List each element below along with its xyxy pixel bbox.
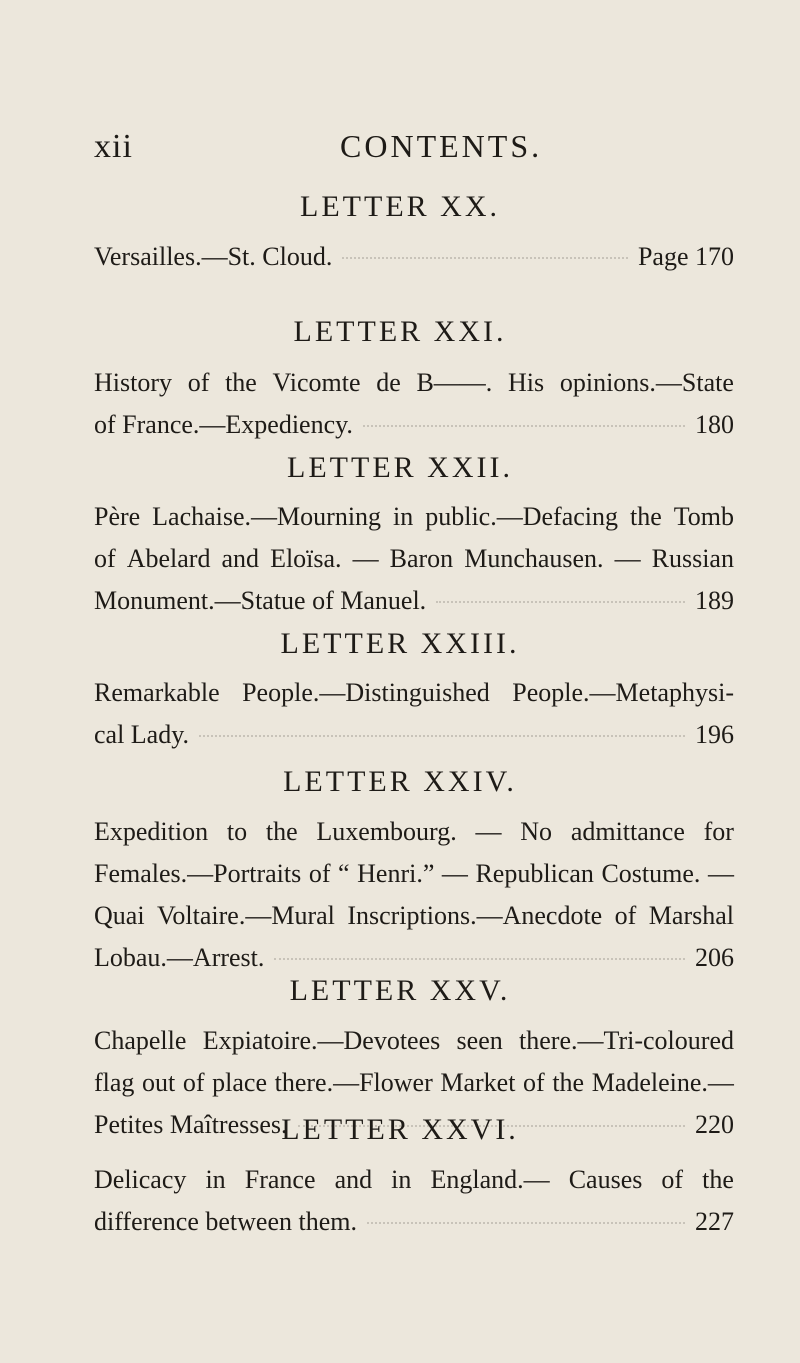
- entry-line: Père Lachaise.—Mourning in public.—Defacing the Tomb: [94, 502, 734, 531]
- dot-leader: [274, 958, 685, 960]
- entry-line: Expedition to the Luxembourg. — No admittance for: [94, 817, 734, 846]
- entry-text: difference between them.: [94, 1207, 357, 1236]
- letter-entry: [94, 236, 734, 278]
- entry-text: Petites Maîtresses.: [94, 1110, 288, 1139]
- entry-line: Quai Voltaire.—Mural Inscriptions.—Anecdote of Marshal: [94, 901, 734, 930]
- letter-heading: LETTER XXIV.: [283, 765, 517, 798]
- letter-heading: LETTER XXII.: [287, 451, 513, 484]
- page-number: 180: [695, 410, 734, 439]
- letter-heading: LETTER XXV.: [289, 974, 511, 1007]
- page-folio: xii: [94, 128, 133, 165]
- entry-line: Chapelle Expiatoire.—Devotees seen there.—Tri-coloured: [94, 1026, 734, 1055]
- page-number: 196: [695, 720, 734, 749]
- dot-leader: [342, 257, 628, 259]
- page-number: 220: [695, 1110, 734, 1139]
- page-number: 206: [695, 943, 734, 972]
- letter-entry: [94, 362, 734, 446]
- entry-line: Delicacy in France and in England.— Causes of the: [94, 1165, 734, 1194]
- letter-heading: LETTER XXVI.: [281, 1113, 519, 1146]
- entry-last-line: [94, 714, 734, 756]
- dot-leader: [367, 1222, 685, 1224]
- dot-leader: [363, 425, 685, 427]
- entry-last-line: [94, 404, 734, 446]
- entry-text: of France.—Expediency.: [94, 410, 353, 439]
- entry-text: Versailles.—St. Cloud.: [94, 242, 333, 271]
- entry-text: Monument.—Statue of Manuel.: [94, 586, 427, 615]
- page-number: Page 170: [637, 242, 734, 271]
- entry-last-line: [94, 236, 734, 278]
- letter-heading: LETTER XX.: [300, 190, 500, 223]
- entry-text: cal Lady.: [94, 720, 190, 749]
- page-header: [94, 128, 734, 178]
- entry-line: History of the Vicomte de B——. His opinions.—State: [94, 368, 734, 397]
- letter-entry: [94, 672, 734, 756]
- dot-leader: [199, 735, 685, 737]
- entry-line: Remarkable People.—Distinguished People.—Metaphysi-: [94, 678, 734, 707]
- entry-last-line: [94, 580, 734, 622]
- letter-entry: [94, 811, 734, 979]
- entry-last-line: [94, 937, 734, 979]
- entry-text: Lobau.—Arrest.: [94, 943, 265, 972]
- letter-heading: LETTER XXI.: [293, 315, 507, 348]
- entry-line: Females.—Portraits of “ Henri.” — Republican Costume. —: [94, 859, 734, 888]
- entry-line: flag out of place there.—Flower Market of the Madeleine.—: [94, 1068, 734, 1097]
- letter-entry: [94, 1159, 734, 1243]
- running-title: CONTENTS.: [340, 128, 543, 164]
- dot-leader: [436, 601, 685, 603]
- page-number: 227: [695, 1207, 734, 1236]
- page-number: 189: [695, 586, 734, 615]
- entry-line: of Abelard and Eloïsa. — Baron Munchausen. — Russian: [94, 544, 734, 573]
- letter-entry: [94, 496, 734, 622]
- letter-heading: LETTER XXIII.: [280, 627, 520, 660]
- entry-last-line: [94, 1201, 734, 1243]
